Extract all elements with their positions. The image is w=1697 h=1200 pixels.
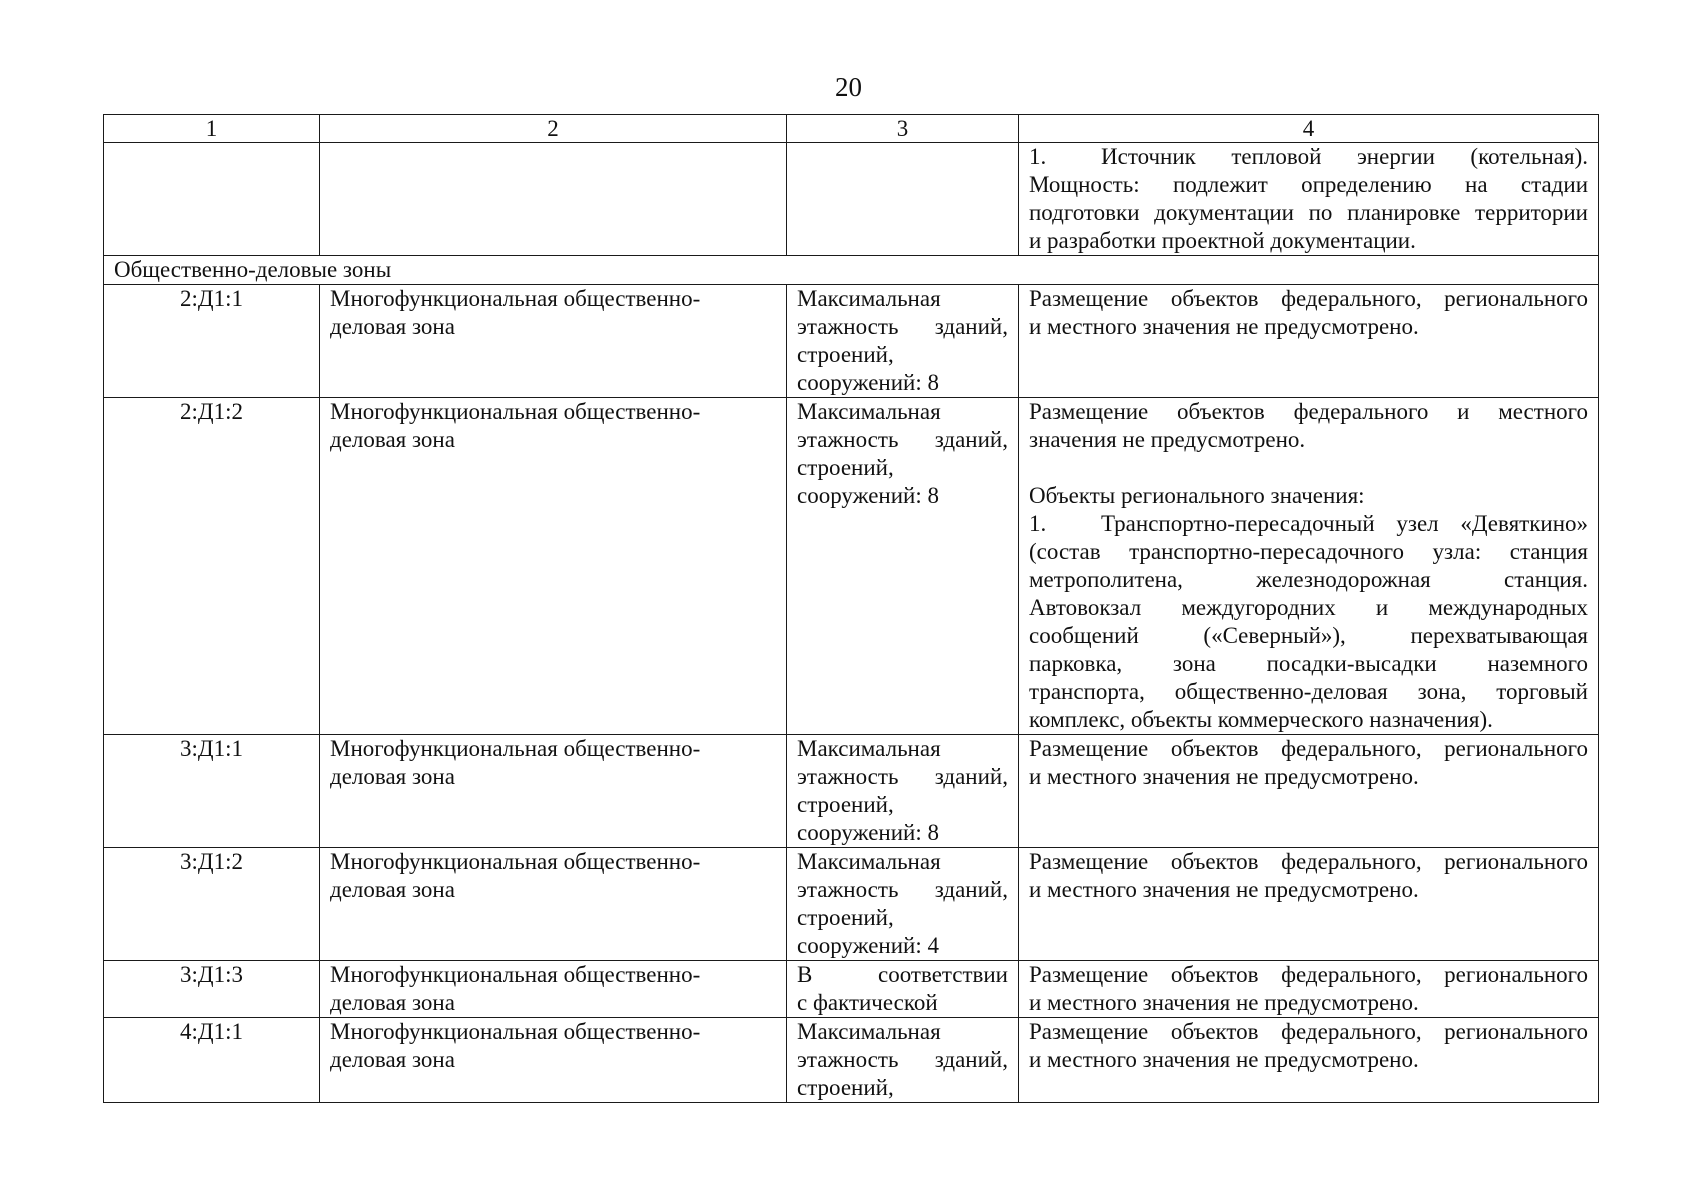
line-text: Размещение объектов федерального и местного [1029,399,1588,424]
zone-name [320,1018,787,1103]
text-line [1029,594,1588,622]
line-text: Максимальная [797,736,941,761]
line-text: строений, [797,792,894,817]
page-number: 20 [835,72,862,102]
text-line [797,819,1008,847]
text-line: Многофункциональная общественно- [330,399,701,424]
zone-code: 3:Д1:3 [104,961,320,1018]
table-row [104,961,1599,1018]
text-line [797,848,1008,876]
zone-parameters [787,285,1019,398]
text-line [1029,1046,1588,1074]
line-text: Размещение объектов федерального, регионального [1029,962,1588,987]
zone-parameters [787,961,1019,1018]
line-text: Размещение объектов федерального, регионального [1029,1019,1588,1044]
text-line [797,791,1008,819]
zone-parameters [787,848,1019,961]
line-text: подготовки документации по планировке территории [1029,200,1588,225]
text-line [797,454,1008,482]
text-line [1029,876,1588,904]
line-text: сооружений: 8 [797,820,939,845]
line-text: строений, [797,1075,894,1100]
text-line [1029,650,1588,678]
text-line [1029,706,1588,734]
line-text: этажность зданий, [797,1047,1008,1072]
zone-code: 3:Д1:1 [104,735,320,848]
line-text: этажность зданий, [797,314,1008,339]
table-row [104,735,1599,848]
text-line: деловая зона [330,764,455,789]
text-line [797,961,1008,989]
header-col-1: 1 [104,115,320,143]
zone-name [320,961,787,1018]
line-text: транспорта, общественно-деловая зона, торговый [1029,679,1588,704]
text-line [1029,143,1588,171]
line-text: Автовокзал междугородних и международных [1029,595,1588,620]
zone-parameters [787,398,1019,735]
line-text: Максимальная [797,849,941,874]
line-text: сообщений («Северный»), перехватывающая [1029,623,1588,648]
list-number: 1. [1029,511,1047,536]
text-line: деловая зона [330,314,455,339]
table-body [104,143,1599,1103]
text-line [797,763,1008,791]
text-line [1029,482,1588,510]
paragraph-gap [1029,454,1588,482]
table-row [104,848,1599,961]
continuation-col-2 [320,143,787,256]
text-line [797,426,1008,454]
text-line: деловая зона [330,1047,455,1072]
zone-objects-description [1019,1018,1599,1103]
text-line [1029,1018,1588,1046]
line-text: и местного значения не предусмотрено. [1029,877,1419,902]
text-line [797,876,1008,904]
header-col-2: 2 [320,115,787,143]
section-row [104,256,1599,285]
text-line [1029,398,1588,426]
zone-objects-description [1019,285,1599,398]
line-text: В соответствии [797,962,1008,987]
section-title: Общественно-деловые зоны [104,256,1599,285]
text-line [797,482,1008,510]
line-text: Транспортно-пересадочный узел «Девяткино» [1101,511,1588,536]
zones-table [103,114,1599,1103]
continuation-col-3 [787,143,1019,256]
continuation-col-1 [104,143,320,256]
text-line: Многофункциональная общественно- [330,286,701,311]
line-text: Максимальная [797,399,941,424]
text-line [1029,538,1588,566]
text-line [1029,313,1588,341]
line-text: и разработки проектной документации. [1029,228,1416,253]
line-text: Объекты регионального значения: [1029,483,1365,508]
text-line [1029,171,1588,199]
text-line [1029,510,1588,538]
list-number: 1. [1029,144,1047,169]
text-line [1029,622,1588,650]
text-line: Многофункциональная общественно- [330,962,701,987]
line-text: парковка, зона посадки-высадки наземного [1029,651,1588,676]
text-line [797,735,1008,763]
line-text: Источник тепловой энергии (котельная). [1101,144,1588,169]
line-text: строений, [797,905,894,930]
zone-name [320,735,787,848]
zone-name [320,398,787,735]
text-line: Многофункциональная общественно- [330,1019,701,1044]
zone-objects-description [1019,961,1599,1018]
line-text: строений, [797,455,894,480]
text-line [1029,989,1588,1017]
text-line [797,369,1008,397]
line-text: сооружений: 8 [797,483,939,508]
text-line [1029,961,1588,989]
line-text: строений, [797,342,894,367]
text-line [797,1074,1008,1102]
text-line: деловая зона [330,877,455,902]
text-line [797,904,1008,932]
line-text: значения не предусмотрено. [1029,427,1306,452]
text-line [1029,426,1588,454]
line-text: Размещение объектов федерального, регионального [1029,849,1588,874]
text-line [797,1046,1008,1074]
line-text: этажность зданий, [797,764,1008,789]
zone-code: 2:Д1:1 [104,285,320,398]
line-text: сооружений: 8 [797,370,939,395]
zone-objects-description [1019,735,1599,848]
line-text: метрополитена, железнодорожная станция. [1029,567,1588,592]
table-row [104,1018,1599,1103]
header-row [104,115,1599,143]
zone-parameters [787,735,1019,848]
continuation-description [1019,143,1599,256]
line-text: комплекс, объекты коммерческого назначения). [1029,707,1493,732]
line-text: и местного значения не предусмотрено. [1029,1047,1419,1072]
zone-objects-description [1019,398,1599,735]
text-line [797,341,1008,369]
zone-code: 3:Д1:2 [104,848,320,961]
zone-code: 2:Д1:2 [104,398,320,735]
line-text: Размещение объектов федерального, регионального [1029,736,1588,761]
line-text: (состав транспортно-пересадочного узла: станция [1029,539,1588,564]
line-text: сооружений: 4 [797,933,939,958]
line-text: этажность зданий, [797,427,1008,452]
header-col-4: 4 [1019,115,1599,143]
zone-name [320,848,787,961]
line-text: Размещение объектов федерального, регионального [1029,286,1588,311]
line-text: и местного значения не предусмотрено. [1029,990,1419,1015]
table-row [104,398,1599,735]
text-line [797,1018,1008,1046]
text-line [797,398,1008,426]
text-line [797,285,1008,313]
zone-code: 4:Д1:1 [104,1018,320,1103]
text-line [1029,566,1588,594]
zone-parameters [787,1018,1019,1103]
text-line [1029,285,1588,313]
line-text: и местного значения не предусмотрено. [1029,764,1419,789]
text-line [1029,763,1588,791]
line-text: с фактической [797,990,938,1015]
text-line [1029,199,1588,227]
line-text: и местного значения не предусмотрено. [1029,314,1419,339]
text-line: деловая зона [330,427,455,452]
text-line [1029,848,1588,876]
line-text: Максимальная [797,1019,941,1044]
text-line [797,932,1008,960]
text-line [1029,678,1588,706]
text-line [1029,735,1588,763]
text-line [797,313,1008,341]
text-line: деловая зона [330,990,455,1015]
line-text: этажность зданий, [797,877,1008,902]
zone-objects-description [1019,848,1599,961]
text-line [1029,227,1588,255]
continuation-row [104,143,1599,256]
line-text: Максимальная [797,286,941,311]
zone-name [320,285,787,398]
text-line: Многофункциональная общественно- [330,849,701,874]
text-line [797,989,1008,1017]
line-text: Мощность: подлежит определению на стадии [1029,172,1588,197]
table-row [104,285,1599,398]
header-col-3: 3 [787,115,1019,143]
text-line: Многофункциональная общественно- [330,736,701,761]
